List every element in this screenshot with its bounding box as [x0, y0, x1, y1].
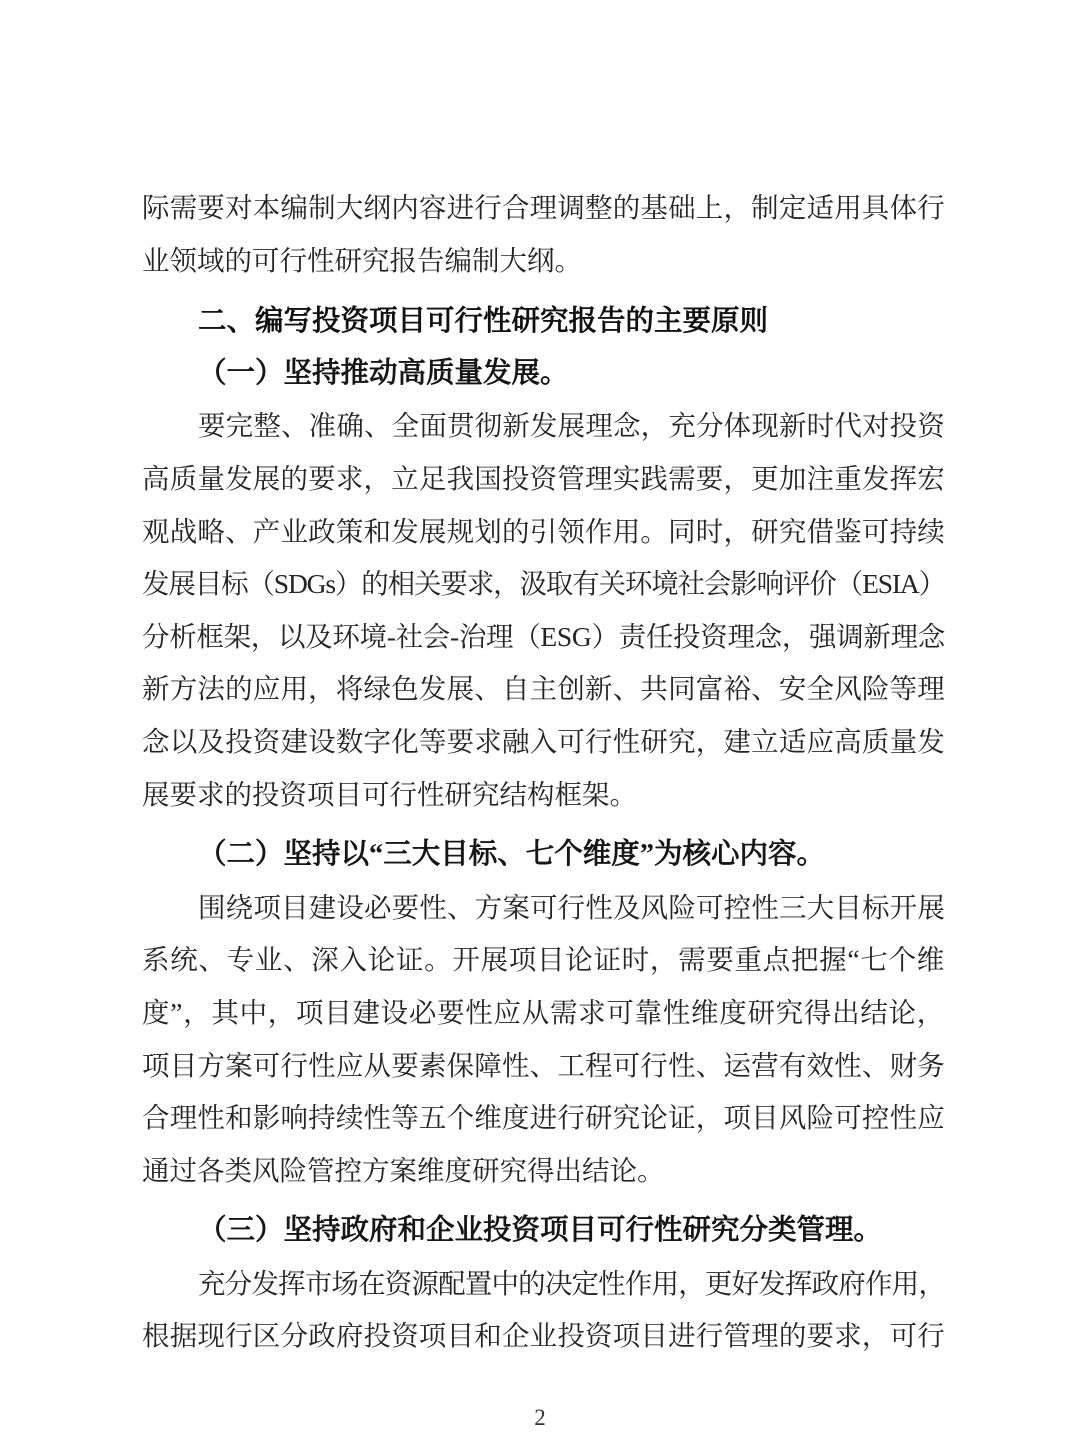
text-line	[142, 1040, 945, 1093]
text-line	[142, 882, 945, 935]
text-line	[142, 1258, 945, 1311]
paragraph	[142, 1258, 945, 1363]
text-line	[142, 769, 945, 822]
text-line-content: 展要求的投资项目可行性研究结构框架。	[142, 778, 637, 810]
text-line-content: 度”，其中，项目建设必要性应从需求可靠性维度研究得出结论，	[142, 996, 945, 1028]
text-line	[142, 1092, 945, 1145]
sub-heading	[142, 1205, 945, 1258]
text-line	[142, 663, 945, 716]
text-line	[142, 1205, 945, 1258]
document-content	[142, 182, 945, 1363]
text-line-content: 念以及投资建设数字化等要求融入可行性研究，建立适应高质量发	[142, 725, 945, 757]
section-heading	[142, 295, 945, 348]
text-line-content: 发展目标（SDGs）的相关要求，汲取有关环境社会影响评价（ESIA）	[142, 568, 945, 600]
text-line-content: 二、编写投资项目可行性研究报告的主要原则	[198, 305, 769, 338]
text-line	[142, 348, 945, 401]
text-line	[142, 400, 945, 453]
paragraph	[142, 182, 945, 287]
sub-heading	[142, 829, 945, 882]
text-line-content: 根据现行区分政府投资项目和企业投资项目进行管理的要求，可行	[142, 1320, 945, 1352]
text-line-content: 高质量发展的要求，立足我国投资管理实践需要，更加注重发挥宏	[142, 462, 945, 494]
text-line-content: 合理性和影响持续性等五个维度进行研究论证，项目风险可控性应	[142, 1102, 945, 1134]
text-line	[142, 506, 945, 559]
text-line	[142, 453, 945, 506]
text-line	[142, 1310, 945, 1363]
text-line	[142, 716, 945, 769]
page-number: 2	[534, 1405, 546, 1430]
text-line-content: 际需要对本编制大纲内容进行合理调整的基础上，制定适用具体行	[142, 192, 945, 223]
text-line	[142, 934, 945, 987]
text-line	[142, 235, 945, 288]
text-line	[142, 558, 945, 611]
text-line	[142, 295, 945, 348]
text-line	[142, 182, 945, 235]
text-line-content: 观战略、产业政策和发展规划的引领作用。同时，研究借鉴可持续	[142, 515, 945, 547]
text-line-content: 分析框架，以及环境-社会-治理（ESG）责任投资理念，强调新理念	[142, 620, 945, 652]
text-line-content: （三）坚持政府和企业投资项目可行性研究分类管理。	[198, 1215, 883, 1247]
text-line	[142, 829, 945, 882]
text-line-content: 系统、专业、深入论证。开展项目论证时，需要重点把握“七个维	[142, 944, 945, 976]
text-line-content: （一）坚持推动高质量发展。	[198, 357, 569, 389]
paragraph	[142, 400, 945, 821]
text-line-content: 通过各类风险管控方案维度研究得出结论。	[142, 1154, 665, 1186]
paragraph	[142, 882, 945, 1198]
text-line-content: 新方法的应用，将绿色发展、自主创新、共同富裕、安全风险等理	[142, 673, 945, 705]
text-line-content: 围绕项目建设必要性、方案可行性及风险可控性三大目标开展	[198, 891, 945, 923]
text-line-content: 项目方案可行性应从要素保障性、工程可行性、运营有效性、财务	[142, 1049, 945, 1081]
sub-heading	[142, 348, 945, 401]
text-line-content: （二）坚持以“三大目标、七个维度”为核心内容。	[198, 839, 826, 871]
text-line	[142, 611, 945, 664]
text-line-content: 充分发挥市场在资源配置中的决定性作用，更好发挥政府作用，	[198, 1267, 945, 1299]
text-line	[142, 987, 945, 1040]
text-line-content: 要完整、准确、全面贯彻新发展理念，充分体现新时代对投资	[198, 410, 945, 442]
text-line-content: 业领域的可行性研究报告编制大纲。	[142, 244, 582, 276]
text-line	[142, 1145, 945, 1198]
